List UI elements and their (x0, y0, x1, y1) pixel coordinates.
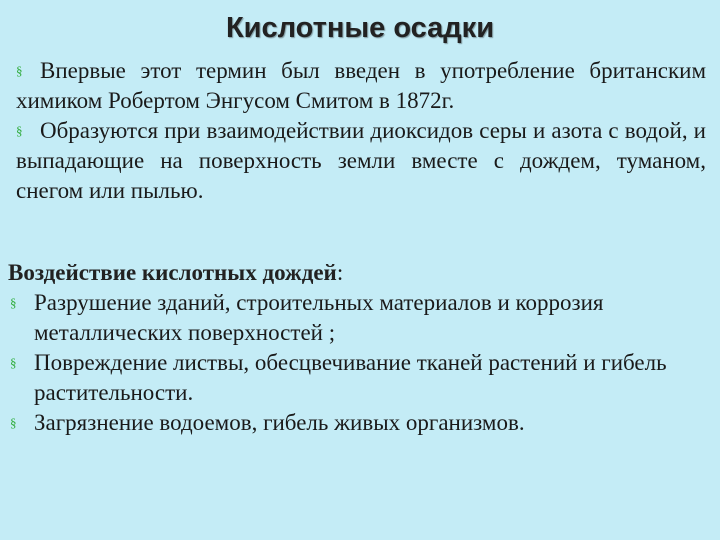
intro-paragraph (16, 56, 706, 116)
bullet-icon: § (10, 415, 17, 430)
intro-paragraph (16, 116, 706, 206)
list-item (8, 288, 708, 348)
intro-text: Образуются при взаимодействии диоксидов серы и азота с водой, и выпадающие на поверхность земли вместе с дождем, туманом, снегом или пылью. (16, 118, 706, 203)
bullet-icon: § (16, 63, 23, 78)
list-item (8, 348, 708, 408)
impact-heading (8, 258, 343, 288)
bullet-icon: § (10, 355, 17, 370)
list-item (8, 408, 708, 438)
list-item-text: Разрушение зданий, строительных материалов и коррозия металлических поверхностей ; (34, 290, 604, 345)
impact-heading-colon: : (336, 260, 344, 285)
intro-section (16, 56, 706, 206)
impact-list (8, 288, 708, 438)
bullet-icon: § (16, 123, 23, 138)
list-item-text: Загрязнение водоемов, гибель живых организмов. (34, 410, 525, 435)
bullet-icon: § (10, 295, 17, 310)
list-item-text: Повреждение листвы, обесцвечивание тканей растений и гибель растительности. (34, 350, 667, 405)
impact-heading-text: Воздействие кислотных дождей (8, 260, 337, 285)
intro-text: Впервые этот термин был введен в употребление британским химиком Робертом Энгусом Смитом в 1872г. (16, 58, 706, 113)
slide-title: Кислотные осадки (225, 12, 495, 44)
